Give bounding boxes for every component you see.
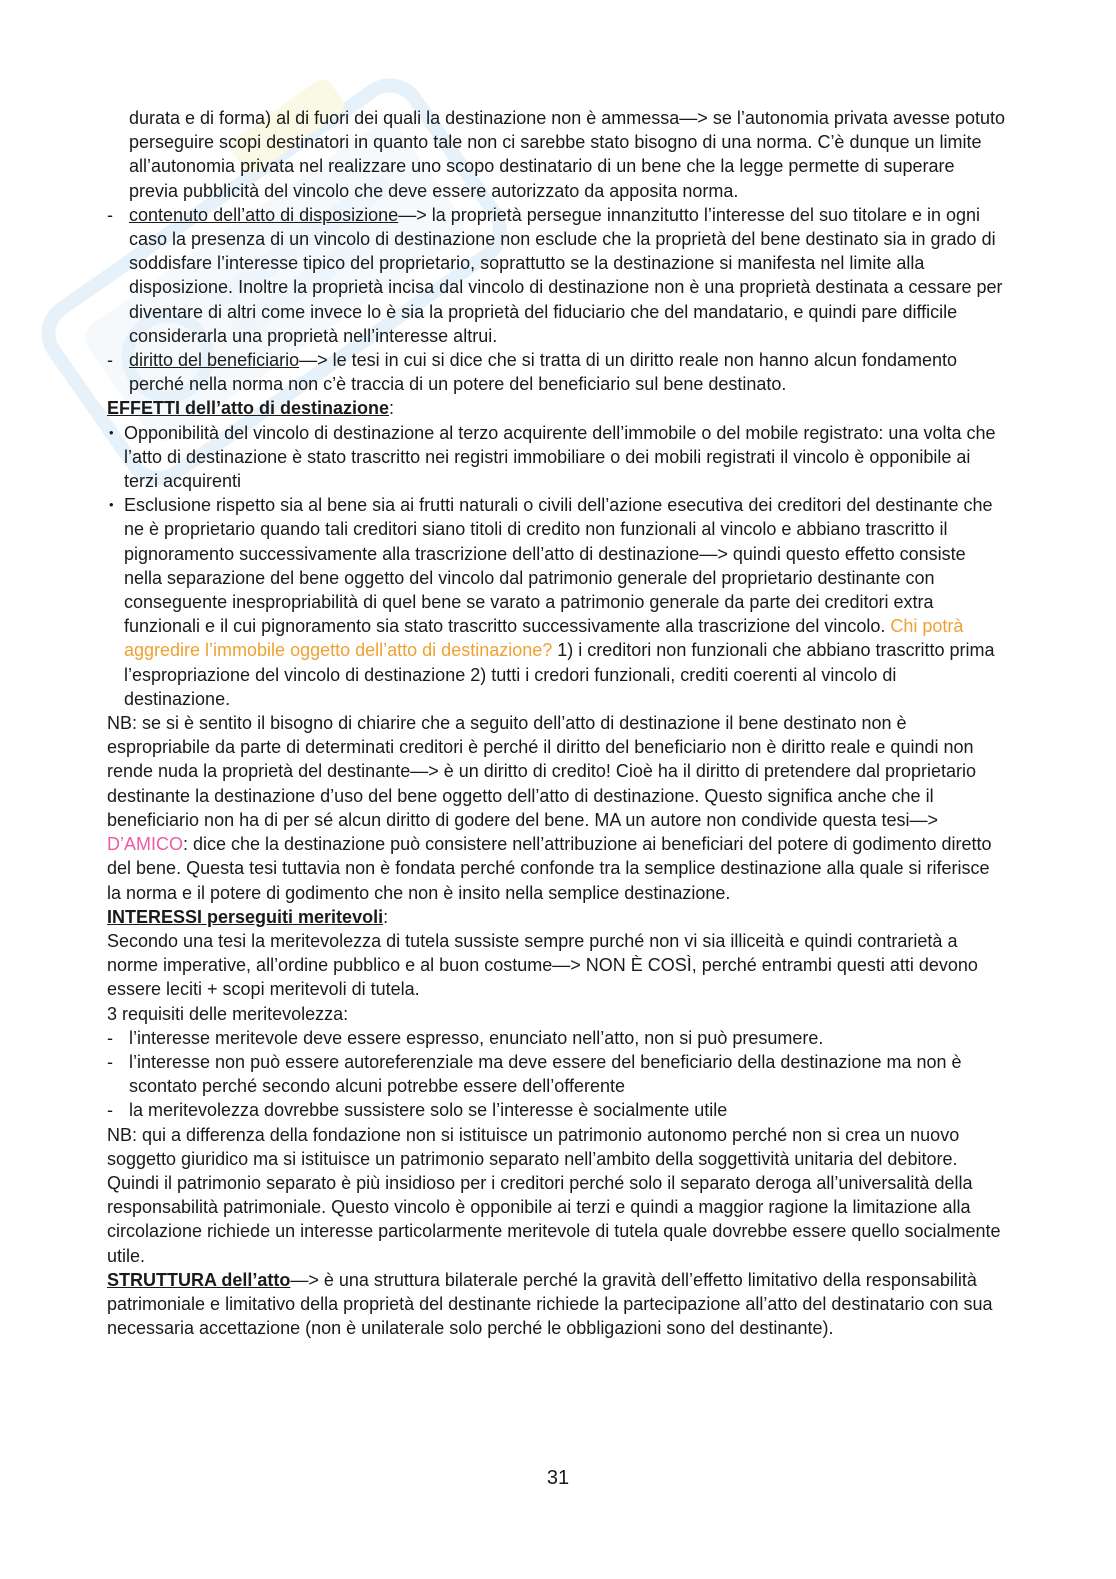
dash-mark: - (107, 204, 113, 225)
nb-text: NB: se si è sentito il bisogno di chiarire che a seguito dell’atto di destinazione il bene destinato non è espropriabile da parte di determinati creditori è perché il diritto del beneficiario non è diritto reale e quindi non rende nuda la proprietà del destinante—> è un diritto di credito! Cioè ha il diritto di pretendere dal proprietario destinante la destinazione d’uso del bene oggetto dell’atto di destinazione. Questo significa anche che il beneficiario non ha di per sé alcun diritto di godere del bene. MA un autore non condivide questa tesi—> (107, 713, 977, 830)
struttura-paragraph (107, 1268, 1007, 1341)
heading-colon: : (389, 398, 395, 419)
effetti-bullet-2 (107, 493, 1007, 711)
intro-paragraph: durata e di forma) al di fuori dei quali la destinazione non è ammessa—> se l’autonomia privata avesse potuto perseguire scopi destinatori in quanto tale non ci sarebbe stato bisogno di una norma. C’è dunque un limite all’autonomia privata nel realizzare uno scopo destinatario di un bene che la legge permette di superare previa pubblicità del vincolo che deve essere autorizzato da apposita norma. (129, 108, 1005, 201)
highlighted-question: Chi potrà aggredire l’immobile oggetto dell’atto di destinazione? (124, 616, 964, 661)
page-content (107, 106, 1007, 1340)
requisito-item (107, 1050, 1007, 1098)
heading-colon: : (383, 906, 389, 927)
dash-item-text: —> la proprietà persegue innanzitutto l’interesse del suo titolare e in ogni caso la presenza di un vincolo di destinazione non esclude che la proprietà del bene destinato sia in grado di soddisfare l’interesse tipico del proprietario, soprattutto se la destinazione si manifesta nel limite alla disposizione. Inoltre la proprietà incisa dal vincolo di destinazione non è una proprietà destinata a cessare per diventare di altri come invece lo è sia la proprietà del fiduciario che del mandatario, e quindi pare difficile considerarla una proprietà nell’interesse altrui. (129, 204, 1003, 346)
dash-item-title: contenuto dell’atto di disposizione (129, 204, 399, 225)
interessi-paragraph: Secondo una tesi la meritevolezza di tutela sussiste sempre purché non vi sia illiceità e quindi contrarietà a norme imperative, all’ordine pubblico e al buon costume—> NON È COSÌ, perché entrambi questi atti devono essere leciti + scopi meritevoli di tutela. (107, 930, 978, 1000)
dash-item-contenuto (107, 203, 1007, 348)
effetti-heading-line (107, 396, 1007, 420)
bullet-answer: 1) i creditori non funzionali che abbiano trascritto prima l’espropriazione del vincolo di destinazione 2) tutti i credori funzionali, crediti coerenti al vincolo di destinazione. (124, 640, 995, 709)
effetti-heading: EFFETTI dell’atto di destinazione (107, 398, 390, 419)
requisiti-intro: 3 requisiti delle meritevolezza: (107, 1003, 349, 1024)
requisito-text: la meritevolezza dovrebbe sussistere solo se l’interesse è socialmente utile (129, 1100, 728, 1121)
requisito-item (107, 1026, 1007, 1050)
requisito-text: l’interesse meritevole deve essere espresso, enunciato nell’atto, non si può presumere. (129, 1027, 824, 1048)
struttura-heading: STRUTTURA dell’atto (107, 1269, 291, 1290)
bullet-mark: • (109, 497, 114, 513)
dash-mark: - (107, 1100, 113, 1121)
bullet-text: Opponibilità del vincolo di destinazione al terzo acquirente dell’immobile o del mobile registrato: una volta che l’atto di destinazione è stato trascritto nei registri immobiliare o dei mobili registrati il vincolo è opponibile ai terzi acquirenti (124, 422, 996, 492)
bullet-mark: • (109, 424, 114, 440)
bullet-text: Esclusione rispetto sia al bene sia ai frutti naturali o civili dell’azione esecutiva dei creditori del destinante che ne è proprietario quando tali creditori siano titoli di credito non funzionali al vincolo e abbiano trascritto il pignoramento successivamente alla trascrizione dell’atto di destinazione—> quindi questo effetto consiste nella separazione del bene oggetto del vincolo dal patrimonio generale del proprietario destinante con conseguente inespropriabilità di quel bene se varato a patrimonio generale da parte dei creditori extra funzionali e il cui pignoramento sia stato trascritto successivamente alla trascrizione del vincolo. (124, 495, 993, 637)
struttura-text: —> è una struttura bilaterale perché la gravità dell’effetto limitativo della responsabilità patrimoniale e limitativo della proprietà del destinante richiede la partecipazione all’atto del destinatario con sua necessaria accettazione (non è unilaterale solo perché le obbligazioni sono del destinante). (107, 1269, 993, 1339)
interessi-heading-line (107, 905, 1007, 929)
nb-paragraph-2: NB: qui a differenza della fondazione non si istituisce un patrimonio autonomo perché non si crea un nuovo soggetto giuridico ma si istituisce un patrimonio separato nell’ambito della soggettività unitaria del debitore. Quindi il patrimonio separato è più insidioso per i creditori perché solo il separato deroga all’universalità della responsabilità patrimoniale. Questo vincolo è opponibile ai terzi e quindi a maggior ragione la limitazione alla circolazione richiede un interesse particolarmente meritevole di tutela quale dovrebbe essere quello socialmente utile. (107, 1124, 1001, 1266)
requisito-item (107, 1098, 1007, 1122)
dash-mark: - (107, 350, 113, 371)
effetti-bullet-1 (107, 421, 1007, 494)
dash-item-diritto (107, 348, 1007, 396)
nb-paragraph-1 (107, 711, 1007, 905)
interessi-heading: INTERESSI perseguiti meritevoli (107, 906, 384, 927)
dash-item-text: —> le tesi in cui si dice che si tratta di un diritto reale non hanno alcun fondamento perché nella norma non c’è traccia di un potere del beneficiario sul bene destinato. (129, 350, 957, 395)
dash-item-title: diritto del beneficiario (129, 350, 300, 371)
dash-mark: - (107, 1027, 113, 1048)
nb-text-continued: : dice che la destinazione può consistere nell’attribuzione ai beneficiari del potere di godimento diretto del bene. Questa tesi tuttavia non è fondata perché confonde tra la semplice destinazione alla quale si riferisce la norma e il potere di godimento che non è insito nella semplice destinazione. (107, 834, 992, 903)
highlighted-author: D’AMICO (107, 834, 183, 855)
page-number: 31 (546, 1467, 570, 1489)
requisito-text: l’interesse non può essere autoreferenziale ma deve essere del beneficiario della destinazione ma non è scontato perché secondo alcuni potrebbe essere dell’offerente (129, 1051, 962, 1097)
dash-mark: - (107, 1051, 113, 1072)
